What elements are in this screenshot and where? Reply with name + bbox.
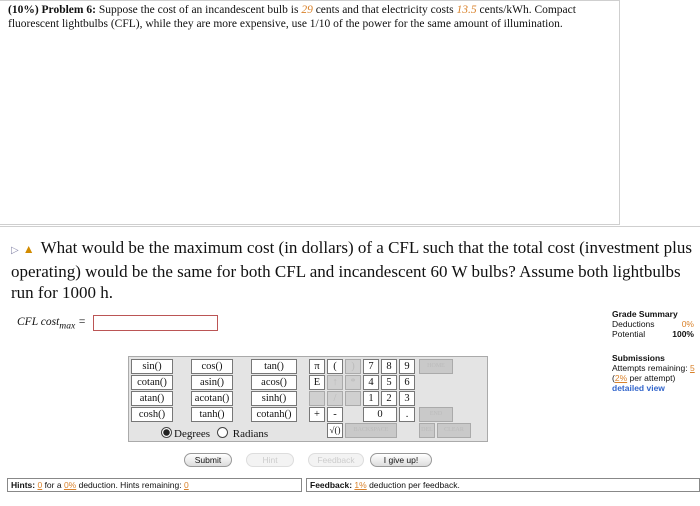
minus-key[interactable]: - [327,407,343,422]
tanh-key[interactable]: tanh() [191,407,233,422]
digit-3-key[interactable]: 3 [399,391,415,406]
feedback-pct: 1% [354,480,367,490]
cos-key[interactable]: cos() [191,359,233,374]
feedback-button[interactable]: Feedback [308,453,364,467]
per-attempt-label: per attempt) [627,373,676,383]
deductions-row [612,319,700,329]
attempts-value: 5 [689,363,695,373]
digit-4-key[interactable]: 4 [363,375,379,390]
pi-key[interactable]: π [309,359,325,374]
tan-key[interactable]: tan() [251,359,297,374]
acos-key[interactable]: acos() [251,375,297,390]
question-text [11,237,700,303]
feedback-bar [306,478,700,492]
digit-9-key[interactable]: 9 [399,359,415,374]
plus-key[interactable]: + [309,407,325,422]
backspace-key[interactable]: BACKSPACE [345,423,397,438]
sinh-key[interactable]: sinh() [251,391,297,406]
attempts-label: Attempts remaining: [612,363,688,373]
answer-equals: = [75,316,86,328]
hints-label: Hints: [11,480,36,490]
close-paren-key[interactable]: ) [345,359,361,374]
bulb-cost: 29 [301,4,313,16]
warning-icon: ▲ [22,242,35,256]
give-up-button[interactable]: I give up! [370,453,432,467]
hints-pct: 0% [63,480,77,490]
problem-text: cents/kWh. Compact fluorescent lightbulbs (CFL), while they are more expensive, use 1/10 of the power for the same amount of illumination. [8,4,576,30]
dot-key[interactable]: . [399,407,415,422]
blank-key [309,391,325,406]
digit-8-key[interactable]: 8 [381,359,397,374]
per-attempt-value: 2% [614,373,628,383]
hints-bar [7,478,302,492]
digit-0-key[interactable]: 0 [363,407,397,422]
cotanh-key[interactable]: cotanh() [251,407,297,422]
radians-radio[interactable] [217,427,228,438]
del-key[interactable]: DEL [419,423,435,438]
potential-value: 100% [672,329,694,339]
answer-input[interactable] [93,315,218,331]
digit-7-key[interactable]: 7 [363,359,379,374]
hints-text: deduction. Hints remaining: [76,480,184,490]
answer-label [17,316,86,331]
per-attempt: (2% per attempt) [612,373,676,383]
grade-summary [612,309,700,393]
potential-label: Potential [612,329,646,339]
hints-remaining: 0 [183,480,189,490]
cosh-key[interactable]: cosh() [131,407,173,422]
hint-button[interactable]: Hint [246,453,294,467]
question-panel [0,226,700,506]
end-key[interactable]: END [419,407,453,422]
grade-summary-title: Grade Summary [612,309,678,319]
answer-label-text: CFL cost [17,316,60,328]
problem-text: Suppose the cost of an incandescent bulb is [95,4,302,16]
blank-key [345,391,361,406]
expand-arrow-icon[interactable]: ▷ [11,245,19,256]
problem-panel [0,0,620,225]
sin-key[interactable]: sin() [131,359,173,374]
question-body: What would be the maximum cost (in dollars) of a CFL such that the total cost (investment plus operating) would be the same for both CFL and incandescent 60 W bulbs? Assume both lightbulbs run for 1000 h. [11,238,692,302]
sqrt-key[interactable]: √() [327,423,343,438]
atan-key[interactable]: atan() [131,391,173,406]
digit-5-key[interactable]: 5 [381,375,397,390]
digit-6-key[interactable]: 6 [399,375,415,390]
submit-button[interactable]: Submit [184,453,232,467]
digit-1-key[interactable]: 1 [363,391,379,406]
problem-text: cents and that electricity costs [312,4,457,16]
asin-key[interactable]: asin() [191,375,233,390]
attempts-remaining [612,363,700,373]
calculator [128,356,488,442]
degrees-option[interactable] [161,427,210,441]
problem-label: (10%) Problem 6: [8,4,96,16]
degrees-radio[interactable] [161,427,172,438]
answer-subscript: max [59,320,76,332]
hints-count: 0 [37,480,43,490]
hints-text: for a [42,480,64,490]
degrees-label: Degrees [174,428,211,440]
acotan-key[interactable]: acotan() [191,391,233,406]
up-key[interactable]: ↑ [327,375,343,390]
problem-statement [8,3,608,31]
detailed-view-link[interactable]: detailed view [612,383,665,393]
feedback-label: Feedback: [310,480,353,490]
divide-key[interactable]: / [327,391,343,406]
home-key[interactable]: HOME [419,359,453,374]
feedback-text: deduction per feedback. [366,480,460,490]
open-paren-key[interactable]: ( [327,359,343,374]
deductions-value: 0% [681,319,694,329]
cotan-key[interactable]: cotan() [131,375,173,390]
potential-row [612,329,700,339]
deductions-label: Deductions [612,319,655,329]
submissions-title: Submissions [612,353,665,363]
electricity-cost: 13.5 [456,4,477,16]
radians-label: Radians [232,428,269,440]
multiply-key[interactable]: * [345,375,361,390]
clear-key[interactable]: CLEAR [437,423,471,438]
radians-option[interactable] [217,427,268,441]
e-key[interactable]: E [309,375,325,390]
digit-2-key[interactable]: 2 [381,391,397,406]
